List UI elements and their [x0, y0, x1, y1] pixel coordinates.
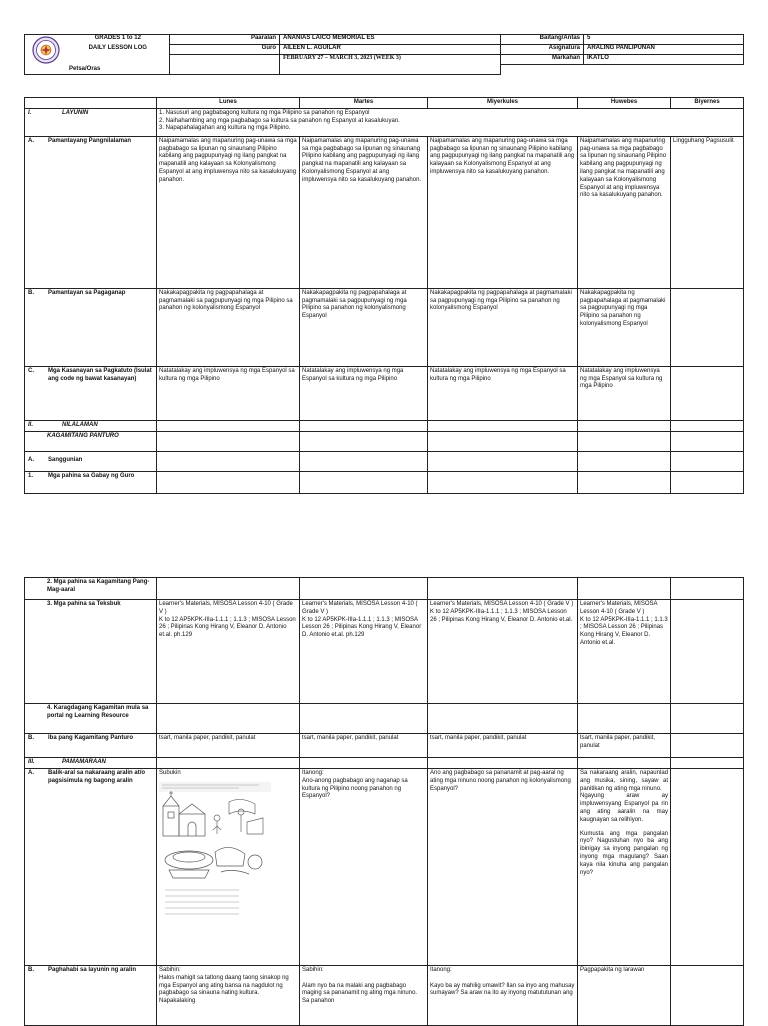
- kpma-miyerkules: [428, 578, 578, 600]
- balik-aral-huwebes-p2: Kumusta ang mga pangalan nyo? Nagustuhan nyo ba ang ibinigay sa inyong pangalan ng inyong mga magulang? Saan kaya nila kinuha ang pangalan nyo?: [580, 830, 668, 876]
- lesson-table-page1: [24, 97, 744, 494]
- deped-seal-icon: [32, 36, 60, 64]
- pamantayan-sa-pagaganap-miyerkules: Nakakapagpakita ng pagpapahalaga at pagmamalaki sa pagpupunyagi ng mga Pilipino sa panahon ng kolonyalismong Espanyol: [428, 288, 578, 366]
- day-header-martes: Martes: [300, 98, 428, 109]
- teksbuk-biyernes: [671, 600, 744, 704]
- nilalaman-martes: [300, 420, 428, 431]
- food-icon: [165, 847, 262, 878]
- lesson-table-page2: [24, 577, 744, 1026]
- balik-aral-huwebes-p1: Sa nakaraang aralin, napaunlad ang musika, sining, sayaw at panitikan ng ating mga ninuno. Ngayung araw ay impluwensyang Espanyol pa rin ang ating aaralin na may kaugnayan sa relihiyon.: [580, 770, 668, 823]
- day-header-miyerkules: Miyerkules: [428, 98, 578, 109]
- kk-martes: [300, 704, 428, 734]
- gabay-biyernes: [671, 471, 744, 493]
- iba-pang-biyernes: [671, 734, 744, 758]
- kk-lunes: [157, 704, 300, 734]
- paghahabi-martes: Sabihin: Alam nyo ba na malaki ang pagbabago maging sa pananamit ng ating mga ninuno. Sa panahon: [300, 966, 428, 1026]
- mga-kasanayan-biyernes: [671, 366, 744, 420]
- pamantayan-sa-pagaganap-martes: Nakakapagpakita ng pagpapahalaga at pagmamalaki sa pagpupunyagi ng mga Pilipino sa panahon ng kolonyalismong Espanyol: [300, 288, 428, 366]
- pamamaraan-biyernes: [671, 758, 744, 769]
- pamantayan-sa-pagaganap-label: B. Pamantayan sa Pagaganap: [25, 288, 157, 366]
- people-icon: [213, 799, 263, 834]
- sanggunian-huwebes: [578, 451, 671, 471]
- paghahabi-miyerkules: Itanong: Kayo ba ay mahilig umawit? Ilan sa inyo ang mahusay sumayaw? Sa araw na ito ay inyong matututunan ang: [428, 966, 578, 1026]
- teksbuk-lunes: Learner's Materials, MISOSA Lesson 4-10 ( Grade V ) K to 12 AP5KPK-IIIa-1.1.1 ; 1.1.3 ; MISOSA Lesson 26 ; Pilipinas Kong Hirang V, Eleanor D. Antonio et.al. ph.129: [157, 600, 300, 704]
- gabay-miyerkules: [428, 471, 578, 493]
- iba-pang-miyerkules: tsart, manila paper, pandikit, panulat: [428, 734, 578, 758]
- mga-kasanayan-martes: Natatalakay ang impluwensya ng mga Espanyol sa kultura ng mga Pilipino: [300, 366, 428, 420]
- kagamitang-biyernes: [671, 431, 744, 451]
- gabay-lunes: [157, 471, 300, 493]
- gabay-martes: [300, 471, 428, 493]
- gabay-huwebes: [578, 471, 671, 493]
- pamantayang-pangnilalaman-huwebes: Naipamamalas ang mapanuring pag-unawa sa mga pagbabago sa lipunan ng sinaunang Pilipino kabilang ang pagpupunyagi ng ilang pangkat na mapanatili ang kalayaan sa Kolonyalismong Espanyol at ang impluwensya nito sa kasalukuyang panahon.: [578, 136, 671, 288]
- pamantayang-pangnilalaman-label: A. Pamantayang Pangnilalaman: [25, 136, 157, 288]
- balik-aral-martes: Itanong: Ano-anong pagbabago ang naganap sa kultura ng Pilipino noong panahon ng Espanyol?: [300, 769, 428, 966]
- mga-kasanayan-lunes: Natatalakay ang impluwensya ng mga Espanyol sa kultura ng mga Pilipino: [157, 366, 300, 420]
- header-blank: [67, 55, 170, 65]
- karagdagang-kagamitan-label: 4. Karagdagang Kagamitan mula sa portal ng Learning Resource: [25, 704, 157, 734]
- paaralan-label: Paaralan: [170, 35, 280, 45]
- nilalaman-biyernes: [671, 420, 744, 431]
- asignatura-label: Asignatura: [501, 45, 584, 55]
- baitang-label: Baitang/Antas: [501, 35, 584, 45]
- church-icon: [163, 791, 205, 836]
- sanggunian-miyerkules: [428, 451, 578, 471]
- sanggunian-martes: [300, 451, 428, 471]
- paaralan-value: ANANIAS LAICO MEMORIAL ES: [280, 35, 501, 45]
- sanggunian-label: A. Sanggunian: [25, 451, 157, 471]
- balik-aral-miyerkules: Ano ang pagbabago sa pananamit at pag-aaral ng ating mga ninuno noong panahon ng kolonyalismong Espanyol?: [428, 769, 578, 966]
- guro-value: AILEEN L. AGUILAR: [280, 45, 501, 55]
- mga-kasanayan-huwebes: Natatalakay ang impluwensya ng mga Espanyol sa kultura ng mga Pilipino: [578, 366, 671, 420]
- kagamitang-miyerkules: [428, 431, 578, 451]
- petsa-label: Petsa/Oras: [170, 55, 280, 75]
- day-header-biyernes: Biyernes: [671, 98, 744, 109]
- pamamaraan-label: III. PAMAMARAAN: [25, 758, 157, 769]
- pamantayang-pangnilalaman-biyernes: Lingguhang Pagsusulit: [671, 136, 744, 288]
- baitang-value: 5: [584, 35, 744, 45]
- header-empty: [501, 65, 584, 75]
- pamamaraan-lunes: [157, 758, 300, 769]
- markahan-label: Markahan: [501, 55, 584, 65]
- pamantayan-sa-pagaganap-huwebes: Nakakapagpakita ng pagpapahalaga at pagmamalaki sa pagpupunyagi ng mga Pilipino sa panahon ng kolonyalismong Espanyol: [578, 288, 671, 366]
- kk-miyerkules: [428, 704, 578, 734]
- kagamitang-lunes: [157, 431, 300, 451]
- iba-pang-lunes: tsart, manila paper, pandikit, panulat: [157, 734, 300, 758]
- pamantayan-sa-pagaganap-biyernes: [671, 288, 744, 366]
- markahan-value: IKATLO: [584, 55, 744, 65]
- pamantayang-pangnilalaman-lunes: Naipamamalas ang mapanuring pag-unawa sa mga pagbabago sa lipunan ng sinaunang Pilipino kabilang ang pagpupunyagi ng ilang pangkat na mapanatili ang kalayaan sa Kolonyalismong Espanyol at ang impluwensya nito sa kasalukuyang panahon.: [157, 136, 300, 288]
- kpma-martes: [300, 578, 428, 600]
- pamantayang-pangnilalaman-miyerkules: Naipamamalas ang mapanuring pag-unawa sa mga pagbabago sa lipunan ng sinaunang Pilipino kabilang ang pagpupunyagi ng ilang pangkat na mapanatili ang kalayaan sa Kolonyalismong Espanyol at ang impluwensya nito sa kasalukuyang panahon.: [428, 136, 578, 288]
- iba-pang-martes: tsart, manila paper, pandikit, panulat: [300, 734, 428, 758]
- balik-aral-biyernes: [671, 769, 744, 966]
- kk-biyernes: [671, 704, 744, 734]
- header-title-line2: DAILY LESSON LOG: [67, 45, 170, 55]
- pamamaraan-martes: [300, 758, 428, 769]
- nilalaman-huwebes: [578, 420, 671, 431]
- kk-huwebes: [578, 704, 671, 734]
- iba-pang-kagamitang-label: B. Iba pang Kagamitang Panturo: [25, 734, 157, 758]
- teksbuk-huwebes: Learner's Materials, MISOSA Lesson 4-10 ( Grade V ) K to 12 AP5KPK-IIIa-1.1.1 ; 1.1.3 ; MISOSA Lesson 26 ; Pilipinas Kong Hirang V, Eleanor D. Antonio et.al.: [578, 600, 671, 704]
- teksbuk-miyerkules: Learner's Materials, MISOSA Lesson 4-10 ( Grade V ) K to 12 AP5KPK-IIIa-1.1.1 ; 1.1.3 ; MISOSA Lesson 26 ; Pilipinas Kong Hirang V, Eleanor D. Antonio et.al.: [428, 600, 578, 704]
- nilalaman-lunes: [157, 420, 300, 431]
- paghahabi-biyernes: [671, 966, 744, 1026]
- petsa-value: FEBRUARY 27 – MARCH 3, 2023 (WEEK 3): [280, 55, 501, 75]
- day-header-lunes: Lunes: [157, 98, 300, 109]
- subukin-title: Subukin: [159, 770, 181, 776]
- mga-kasanayan-label: C. Mga Kasanayan sa Pagkatuto (Isulat ang code ng bawat kasanayan): [25, 366, 157, 420]
- pamamaraan-huwebes: [578, 758, 671, 769]
- layunin-objectives: 1. Nasusuri ang pagbabagong kultura ng mga Pilipino sa panahon ng Espanyol 2. Naihahambing ang mga pagbabago sa kultura sa panahon ng Espanyol at kasalukuyan. 3. Napapahalagahan ang kultura ng mga Pilipino.: [157, 108, 744, 136]
- worksheet-illustration: [159, 782, 271, 932]
- nilalaman-miyerkules: [428, 420, 578, 431]
- paghahabi-label: B. Paghahabi sa layunin ng aralin: [25, 966, 157, 1026]
- layunin-label: I. LAYUNIN: [25, 108, 157, 136]
- header-table: [24, 34, 744, 75]
- mga-kasanayan-miyerkules: Natatalakay ang impluwensya ng mga Espanyol sa kultura ng mga Pilipino: [428, 366, 578, 420]
- balik-aral-huwebes: [578, 769, 671, 966]
- kpma-biyernes: [671, 578, 744, 600]
- sanggunian-biyernes: [671, 451, 744, 471]
- day-header-blank: [25, 98, 157, 109]
- iba-pang-huwebes: tsart, manila paper, pandikit, panulat: [578, 734, 671, 758]
- teksbuk-martes: Learner's Materials, MISOSA Lesson 4-10 ( Grade V ) K to 12 AP5KPK-IIIa-1.1.1 ; 1.1.3 ; MISOSA Lesson 26 ; Pilipinas Kong Hirang V, Eleanor D. Antonio et.al. ph.129: [300, 600, 428, 704]
- kagamitang-panturo-label: KAGAMITANG PANTURO: [25, 431, 157, 451]
- gabay-ng-guro-label: 1. Mga pahina sa Gabay ng Guro: [25, 471, 157, 493]
- header-empty-2: [584, 65, 744, 75]
- kagamitang-martes: [300, 431, 428, 451]
- paghahabi-lunes: Sabihin: Halos mahigit sa tatlong daang taong sinakop ng mga Espanyol ang ating bansa na nagdulot ng pagbabago sa sinauna nating kultura. Napakalaking: [157, 966, 300, 1026]
- asignatura-value: ARALING PANLIPUNAN: [584, 45, 744, 55]
- kpma-huwebes: [578, 578, 671, 600]
- sanggunian-lunes: [157, 451, 300, 471]
- kagamitang-huwebes: [578, 431, 671, 451]
- paghahabi-huwebes: Pagpapakita ng larawan: [578, 966, 671, 1026]
- pamamaraan-miyerkules: [428, 758, 578, 769]
- nilalaman-label: II. NILALAMAN: [25, 420, 157, 431]
- deped-seal-cell: [25, 35, 67, 75]
- kpma-lunes: [157, 578, 300, 600]
- day-header-huwebes: Huwebes: [578, 98, 671, 109]
- header-title-line1: GRADES 1 to 12: [67, 35, 170, 45]
- guro-label: Guro: [170, 45, 280, 55]
- teksbuk-label: 3. Mga pahina sa Teksbuk: [25, 600, 157, 704]
- pamantayan-sa-pagaganap-lunes: Nakakapagpakita ng pagpapahalaga at pagmamalaki sa pagpupunyagi ng mga Pilipino sa panahon ng kolonyalismong Espanyol: [157, 288, 300, 366]
- kagamitang-pang-mag-aaral-label: 2. Mga pahina sa Kagamitang Pang-Mag-aaral: [25, 578, 157, 600]
- balik-aral-label: A. Balik-aral sa nakaraang aralin at/o pagsisimula ng bagong aralin: [25, 769, 157, 966]
- pamantayang-pangnilalaman-martes: Naipamamalas ang mapanuring pag-unawa sa mga pagbabago sa lipunan ng sinaunang Pilipino kabilang ang pagpupunyagi ng ilang pangkat na mapanatili ang kalayaan sa Kolonyalismong Espanyol at ang impluwensya nito sa kasalukuyang panahon.: [300, 136, 428, 288]
- balik-aral-lunes: [157, 769, 300, 966]
